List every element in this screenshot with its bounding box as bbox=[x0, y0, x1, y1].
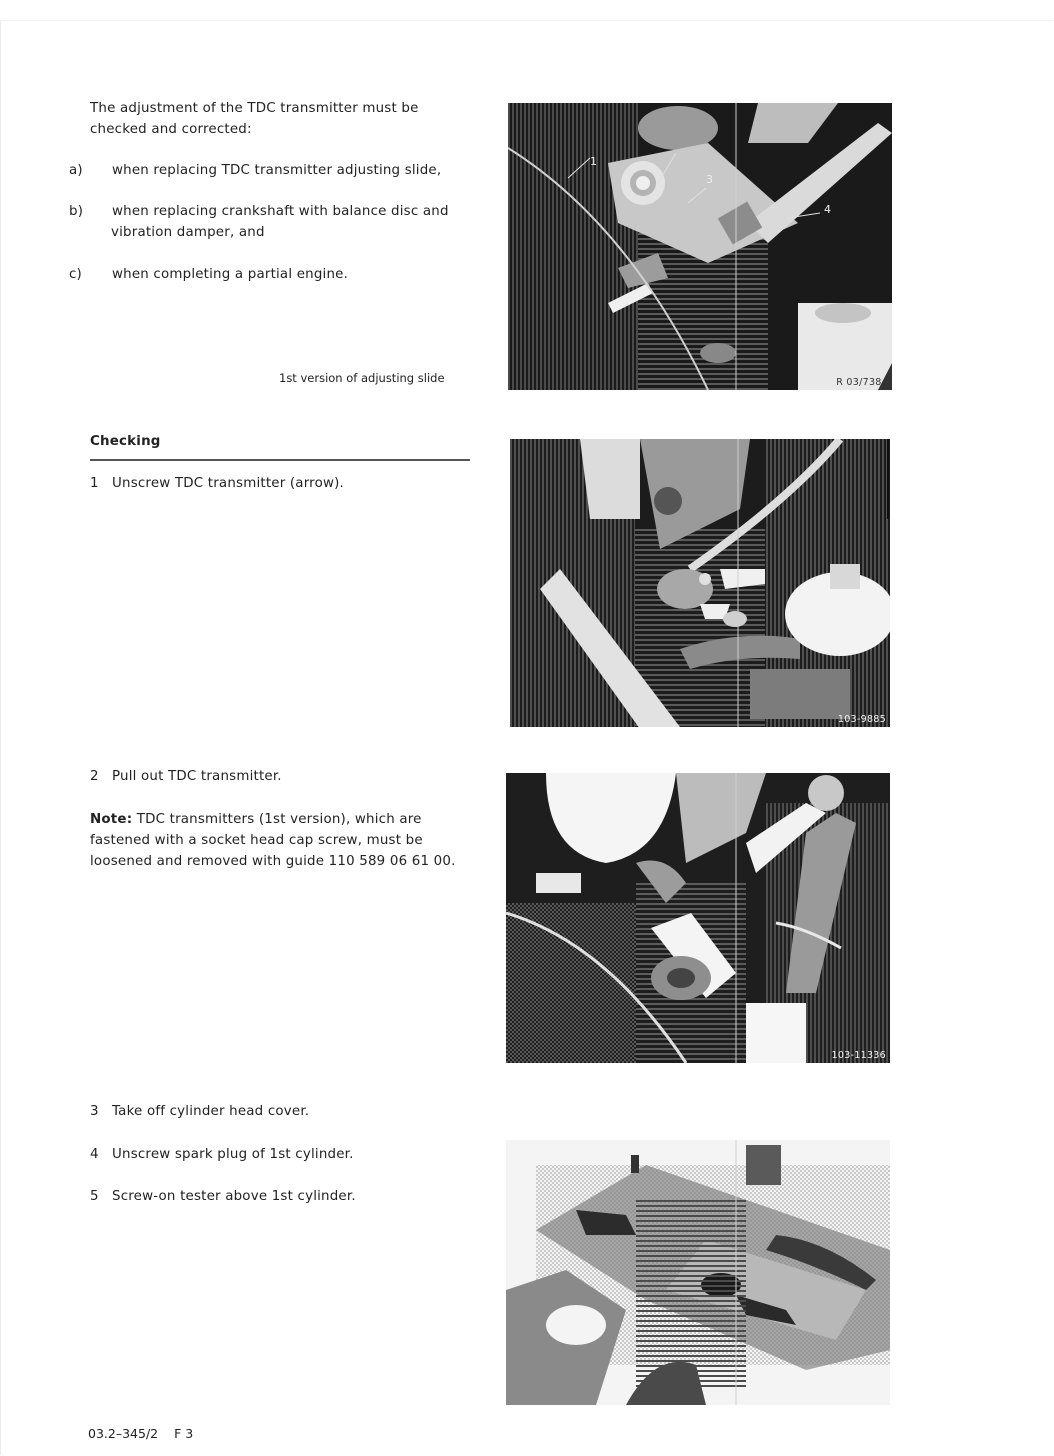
condition-item-a bbox=[69, 160, 491, 181]
step-text: Pull out TDC transmitter. bbox=[112, 769, 282, 784]
step-text: Take off cylinder head cover. bbox=[112, 1104, 310, 1119]
intro-paragraph: The adjustment of the TDC transmitter must be checked and corrected: bbox=[90, 101, 419, 137]
footer bbox=[88, 1426, 209, 1441]
step-2 bbox=[90, 766, 470, 787]
step-5 bbox=[90, 1186, 470, 1207]
figure2-reference: 103-9885 bbox=[837, 714, 886, 725]
step-text: Unscrew spark plug of 1st cylinder. bbox=[112, 1147, 354, 1162]
figure1-caption: 1st version of adjusting slide bbox=[279, 371, 445, 385]
step-number: 2 bbox=[90, 769, 99, 784]
note bbox=[90, 809, 470, 872]
photo-pull-out-tdc-transmitter bbox=[506, 773, 890, 1063]
section-heading: Checking bbox=[90, 434, 161, 449]
figure3-reference: 103-11336 bbox=[831, 1050, 886, 1061]
step-4 bbox=[90, 1144, 470, 1165]
condition-marker: a) bbox=[69, 163, 83, 178]
photo-unscrew-tdc-transmitter bbox=[510, 439, 890, 727]
condition-text: when replacing crankshaft with balance disc and vibration damper, and bbox=[111, 204, 449, 240]
step-number: 1 bbox=[90, 476, 99, 491]
callout-4: 4 bbox=[824, 203, 831, 216]
step-1 bbox=[90, 473, 470, 494]
condition-item-c bbox=[69, 264, 491, 285]
step-number: 3 bbox=[90, 1104, 99, 1119]
condition-text: when completing a partial engine. bbox=[112, 267, 349, 282]
condition-text: when replacing TDC transmitter adjusting slide, bbox=[112, 163, 442, 178]
figure1-reference: R 03/7384 bbox=[836, 377, 888, 388]
section-divider bbox=[90, 459, 470, 461]
document-code: 03.2–345/2 bbox=[88, 1426, 159, 1441]
page-number: F 3 bbox=[174, 1426, 194, 1441]
condition-marker: b) bbox=[69, 204, 84, 219]
note-label: Note: bbox=[90, 812, 133, 827]
condition-item-b bbox=[69, 201, 491, 243]
step-text: Screw-on tester above 1st cylinder. bbox=[112, 1189, 356, 1204]
condition-marker: c) bbox=[69, 267, 82, 282]
callout-1: 1 bbox=[590, 155, 597, 168]
callout-3: 3 bbox=[706, 173, 713, 186]
step-3 bbox=[90, 1101, 470, 1122]
photo-tdc-transmitter-adjusting-slide bbox=[508, 103, 892, 390]
step-number: 5 bbox=[90, 1189, 99, 1204]
step-number: 4 bbox=[90, 1147, 99, 1162]
photo-tester-above-cylinder bbox=[506, 1140, 890, 1405]
note-text: TDC transmitters (1st version), which are fastened with a socket head cap screw, must be loosened and removed with guide 110 589 06 61 00. bbox=[90, 812, 456, 869]
step-text: Unscrew TDC transmitter (arrow). bbox=[112, 476, 345, 491]
